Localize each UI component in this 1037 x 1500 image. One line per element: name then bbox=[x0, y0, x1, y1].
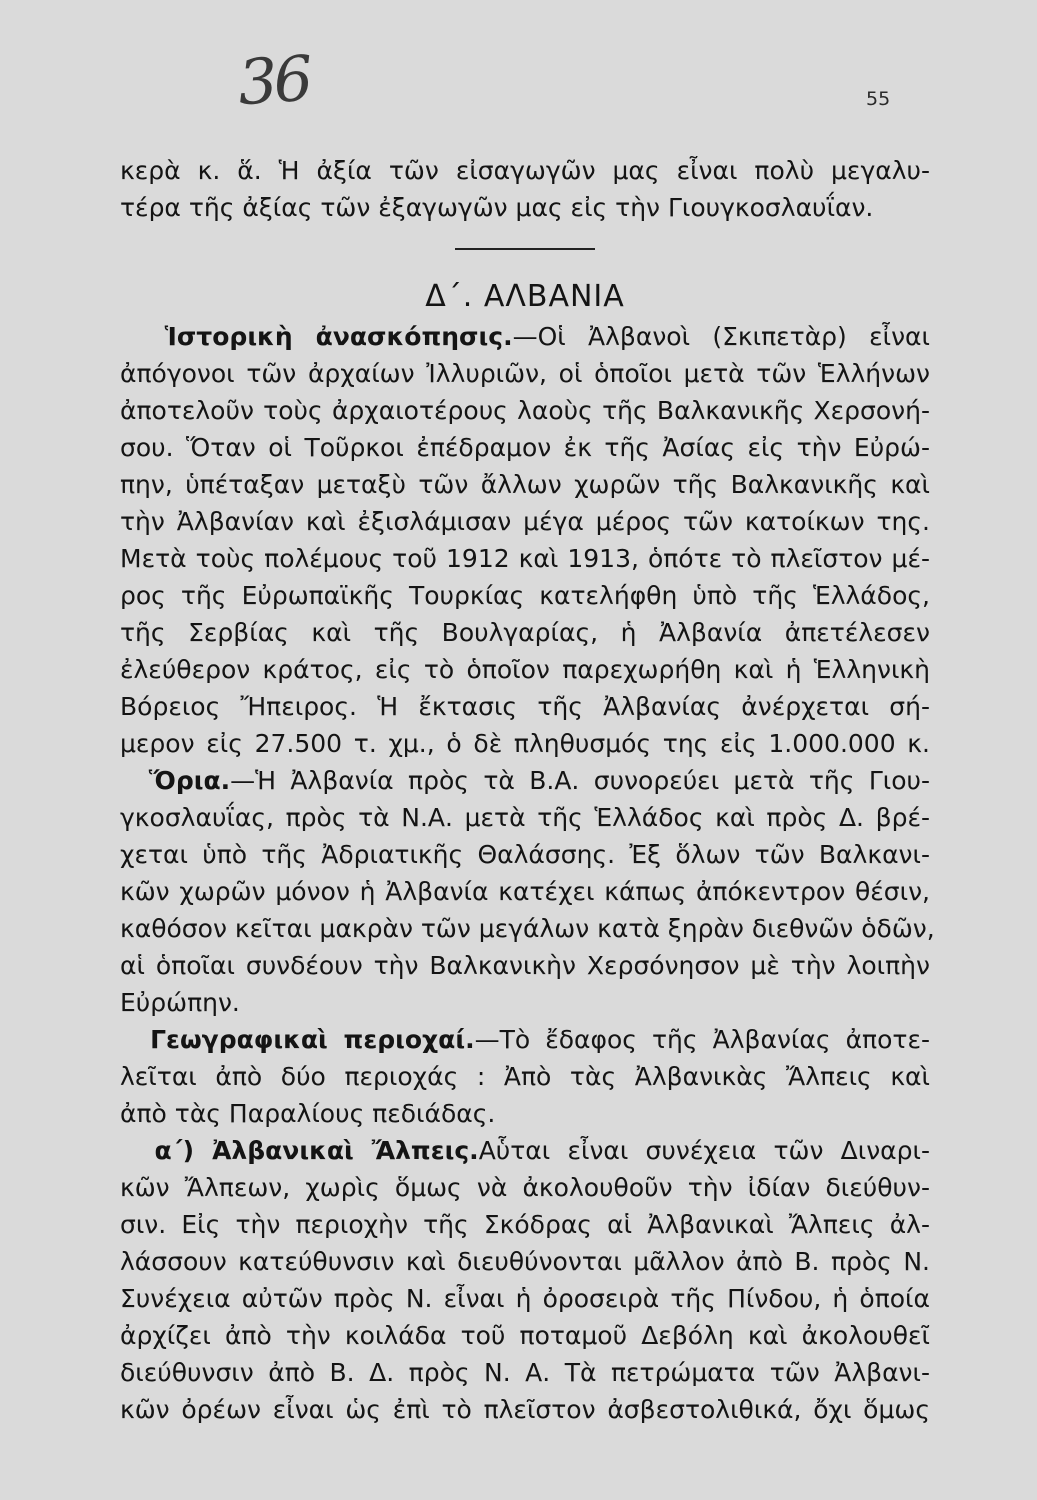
text-line: τῆς Σερβίας καὶ τῆς Βουλγαρίας, ἡ Ἀλβανία ἀπετέλεσεν bbox=[120, 618, 930, 647]
text-span: —Οἱ Ἀλβανοὶ (Σκιπετὰρ) εἶναι bbox=[512, 322, 930, 351]
text-span: —Ἡ Ἀλβανία πρὸς τὰ Β.Α. συνορεύει μετὰ τῆς Γιου- bbox=[230, 766, 930, 795]
borders-heading: Ὅρια. bbox=[148, 766, 231, 795]
text-line: χεται ὑπὸ τῆς Ἀδριατικῆς Θαλάσσης. Ἐξ ὅλων τῶν Βαλκανι- bbox=[120, 840, 930, 869]
alps-heading: α΄) Ἀλβανικαὶ Ἄλπεις. bbox=[154, 1136, 479, 1165]
text-line: ἀπὸ τὰς Παραλίους πεδιάδας. bbox=[120, 1099, 496, 1128]
text-line: πην, ὑπέταξαν μεταξὺ τῶν ἄλλων χωρῶν τῆς Βαλκανικῆς καὶ bbox=[120, 470, 930, 499]
handwritten-page-number: 36 bbox=[235, 41, 312, 120]
text-line: λεῖται ἀπὸ δύο περιοχάς : Ἀπὸ τὰς Ἀλβανικὰς Ἄλπεις καὶ bbox=[120, 1062, 930, 1091]
text-line: λάσσουν κατεύθυνσιν καὶ διευθύνονται μᾶλλον ἀπὸ Β. πρὸς Ν. bbox=[120, 1247, 930, 1276]
text-line: διεύθυνσιν ἀπὸ Β. Δ. πρὸς Ν. Α. Τὰ πετρώματα τῶν Ἀλβανι- bbox=[120, 1358, 930, 1387]
text-span: Αὗται εἶναι συνέχεια τῶν Διναρι- bbox=[478, 1136, 930, 1165]
text-line: σιν. Εἰς τὴν περιοχὴν τῆς Σκόδρας αἱ Ἀλβανικαὶ Ἄλπεις ἀλ- bbox=[120, 1210, 930, 1239]
paragraph-first-line bbox=[120, 1021, 930, 1058]
text-line: αἱ ὁποῖαι συνδέουν τὴν Βαλκανικὴν Χερσόνησον μὲ τὴν λοιπὴν bbox=[120, 951, 930, 980]
text-line: τέρα τῆς ἀξίας τῶν ἐξαγωγῶν μας εἰς τὴν Γιουγκοσλαυΐαν. bbox=[120, 193, 874, 222]
text-line: ἀπόγονοι τῶν ἀρχαίων Ἰλλυριῶν, οἱ ὁποῖοι μετὰ τῶν Ἑλλήνων bbox=[120, 359, 930, 388]
text-line: ἀποτελοῦν τοὺς ἀρχαιοτέρους λαοὺς τῆς Βαλκανικῆς Χερσονή- bbox=[120, 396, 930, 425]
section-title: Δ΄. ΑΛΒΑΝΙΑ bbox=[425, 279, 625, 314]
page-number: 55 bbox=[866, 88, 891, 110]
text-line: καθόσον κεῖται μακρὰν τῶν μεγάλων κατὰ ξηρὰν διεθνῶν ὁδῶν, bbox=[120, 914, 935, 943]
paragraph-first-line bbox=[120, 318, 930, 355]
text-line: μερον εἰς 27.500 τ. χμ., ὁ δὲ πληθυσμός της εἰς 1.000.000 κ. bbox=[120, 729, 930, 758]
text-line: κῶν χωρῶν μόνον ἡ Ἀλβανία κατέχει κάπως ἀπόκεντρον θέσιν, bbox=[120, 877, 930, 906]
text-line: τὴν Ἀλβανίαν καὶ ἐξισλάμισαν μέγα μέρος τῶν κατοίκων της. bbox=[120, 507, 930, 536]
text-line: ἐλεύθερον κράτος, εἰς τὸ ὁποῖον παρεχωρήθη καὶ ἡ Ἑλληνικὴ bbox=[120, 655, 930, 684]
text-span: —Τὸ ἔδαφος τῆς Ἀλβανίας ἀποτε- bbox=[474, 1025, 930, 1054]
history-heading: Ἱστορικὴ ἀνασκόπησις. bbox=[164, 322, 513, 351]
text-line: Βόρειος Ἤπειρος. Ἡ ἔκτασις τῆς Ἀλβανίας ἀνέρχεται σή- bbox=[120, 692, 930, 721]
text-line: Εὐρώπην. bbox=[120, 988, 240, 1017]
text-line: κερὰ κ. ἅ. Ἡ ἀξία τῶν εἰσαγωγῶν μας εἶναι πολὺ μεγαλυ- bbox=[120, 156, 930, 185]
text-line: Συνέχεια αὐτῶν πρὸς Ν. εἶναι ἡ ὀροσειρὰ τῆς Πίνδου, ἡ ὁποία bbox=[120, 1284, 930, 1313]
geography-heading: Γεωγραφικαὶ περιοχαί. bbox=[150, 1025, 475, 1054]
section-divider bbox=[455, 248, 595, 250]
text-line: ἀρχίζει ἀπὸ τὴν κοιλάδα τοῦ ποταμοῦ Δεβόλη καὶ ἀκολουθεῖ bbox=[120, 1321, 930, 1350]
text-line: γκοσλαυΐας, πρὸς τὰ Ν.Α. μετὰ τῆς Ἑλλάδος καὶ πρὸς Δ. βρέ- bbox=[120, 803, 930, 832]
paragraph-first-line bbox=[120, 762, 930, 799]
paragraph-first-line bbox=[120, 1132, 930, 1169]
text-line: σου. Ὅταν οἱ Τοῦρκοι ἐπέδραμον ἐκ τῆς Ἀσίας εἰς τὴν Εὐρώ- bbox=[120, 433, 930, 462]
text-line: κῶν Ἄλπεων, χωρὶς ὅμως νὰ ἀκολουθοῦν τὴν ἰδίαν διεύθυν- bbox=[120, 1173, 930, 1202]
text-line: Μετὰ τοὺς πολέμους τοῦ 1912 καὶ 1913, ὁπότε τὸ πλεῖστον μέ- bbox=[120, 544, 930, 573]
page-body bbox=[120, 152, 935, 1428]
text-line: ρος τῆς Εὐρωπαϊκῆς Τουρκίας κατελήφθη ὑπὸ τῆς Ἑλλάδος, bbox=[120, 581, 930, 610]
text-line: κῶν ὀρέων εἶναι ὡς ἐπὶ τὸ πλεῖστον ἀσβεστολιθικά, ὄχι ὅμως bbox=[120, 1395, 930, 1424]
